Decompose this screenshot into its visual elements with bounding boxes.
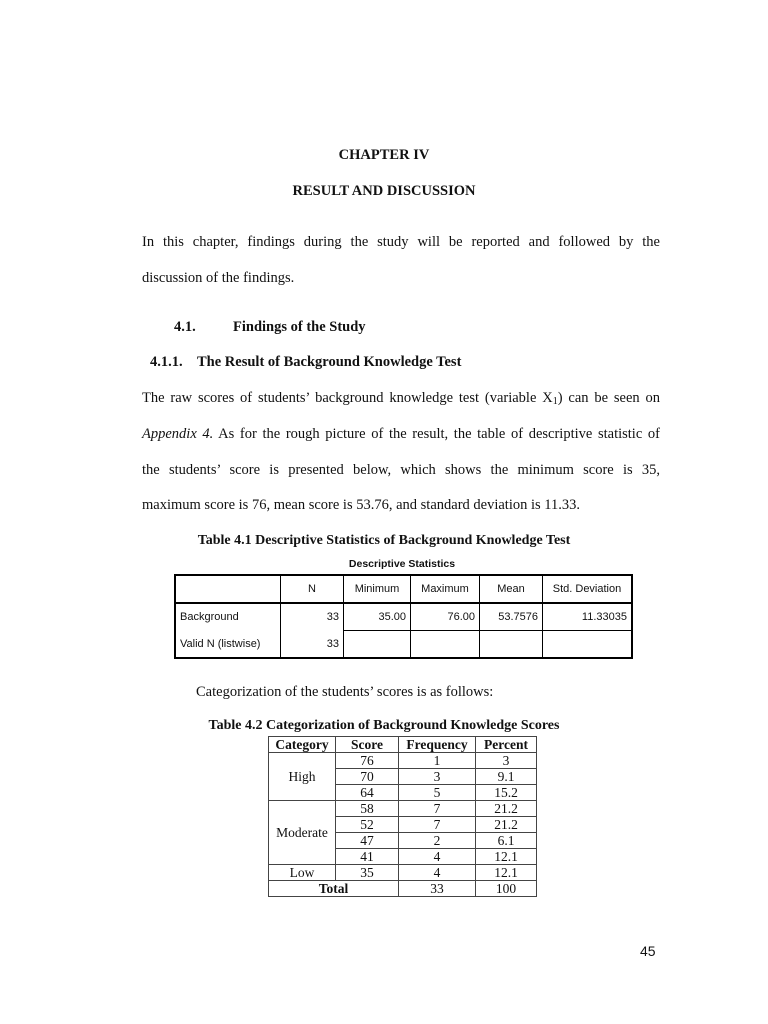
percent-cell: 6.1 [476,833,537,849]
category-moderate: Moderate [269,801,336,865]
header-category: Category [269,737,336,753]
variable-subscript: 1 [552,396,558,407]
table-header-row [269,737,537,753]
category-high: High [269,753,336,801]
percent-cell: 21.2 [476,801,537,817]
empty-cell [344,631,411,659]
total-label: Total [269,881,399,897]
frequency-cell: 7 [399,817,476,833]
frequency-cell: 1 [399,753,476,769]
percent-cell: 9.1 [476,769,537,785]
frequency-cell: 3 [399,769,476,785]
frequency-cell: 7 [399,801,476,817]
paragraph-line-2-rest: As for the rough picture of the result, the table of descriptive statistic of [213,426,661,442]
empty-cell [543,631,633,659]
header-minimum: Minimum [344,575,411,603]
table-row [269,801,537,817]
spss-table-title: Descriptive Statistics [348,558,456,570]
category-low: Low [269,865,336,881]
chapter-title: RESULT AND DISCUSSION [292,183,476,199]
cell-valid-n: 33 [281,631,344,659]
header-maximum: Maximum [411,575,480,603]
table-total-row [269,881,537,897]
intro-line-1: In this chapter, findings during the study will be reported and followed by the [142,234,660,250]
paragraph-line-3: the students’ score is presented below, which shows the minimum score is 35, [142,462,660,478]
paragraph-line-1-b: ) can be seen on [557,390,660,406]
frequency-cell: 5 [399,785,476,801]
appendix-reference: Appendix 4. [142,426,214,442]
percent-cell: 21.2 [476,817,537,833]
page-number: 45 [640,943,656,959]
header-percent: Percent [476,737,537,753]
frequency-cell: 4 [399,849,476,865]
header-std-deviation: Std. Deviation [543,575,633,603]
header-n: N [281,575,344,603]
chapter-number: CHAPTER IV [338,147,430,163]
table1-caption: Table 4.1 Descriptive Statistics of Background Knowledge Test [197,533,571,548]
score-cell: 76 [336,753,399,769]
cell-mean: 53.7576 [480,603,543,631]
empty-cell [411,631,480,659]
section-title: Findings of the Study [233,319,366,335]
intro-line-2: discussion of the findings. [142,270,295,286]
total-frequency: 33 [399,881,476,897]
score-cell: 64 [336,785,399,801]
paragraph-line-4: maximum score is 76, mean score is 53.76, and standard deviation is 11.33. [142,497,581,513]
score-cell: 47 [336,833,399,849]
percent-cell: 12.1 [476,849,537,865]
subsection-title: The Result of Background Knowledge Test [197,354,462,370]
table-corner-cell [175,575,281,603]
total-percent: 100 [476,881,537,897]
cell-minimum: 35.00 [344,603,411,631]
section-number: 4.1. [174,319,196,335]
score-cell: 41 [336,849,399,865]
categorization-table [268,736,537,897]
frequency-cell: 2 [399,833,476,849]
table2-caption: Table 4.2 Categorization of Background Knowledge Scores [208,718,560,733]
frequency-cell: 4 [399,865,476,881]
paragraph-line-1-a: The raw scores of students’ background knowledge test (variable X [142,390,553,406]
categorization-text: Categorization of the students’ scores is as follows: [196,684,494,700]
score-cell: 70 [336,769,399,785]
table-header-row [175,575,632,603]
score-cell: 58 [336,801,399,817]
cell-std-deviation: 11.33035 [543,603,633,631]
header-frequency: Frequency [399,737,476,753]
paragraph-line-1 [142,390,660,407]
percent-cell: 3 [476,753,537,769]
descriptive-statistics-table [174,574,633,659]
cell-maximum: 76.00 [411,603,480,631]
empty-cell [480,631,543,659]
subsection-number: 4.1.1. [150,354,183,370]
table-row [269,753,537,769]
percent-cell: 15.2 [476,785,537,801]
table-row [269,865,537,881]
table-row [175,603,632,631]
row-label-valid-n: Valid N (listwise) [175,631,281,659]
score-cell: 35 [336,865,399,881]
percent-cell: 12.1 [476,865,537,881]
header-score: Score [336,737,399,753]
table-row [175,631,632,659]
score-cell: 52 [336,817,399,833]
row-label-background: Background [175,603,281,631]
cell-n: 33 [281,603,344,631]
paragraph-line-2 [142,426,660,443]
header-mean: Mean [480,575,543,603]
